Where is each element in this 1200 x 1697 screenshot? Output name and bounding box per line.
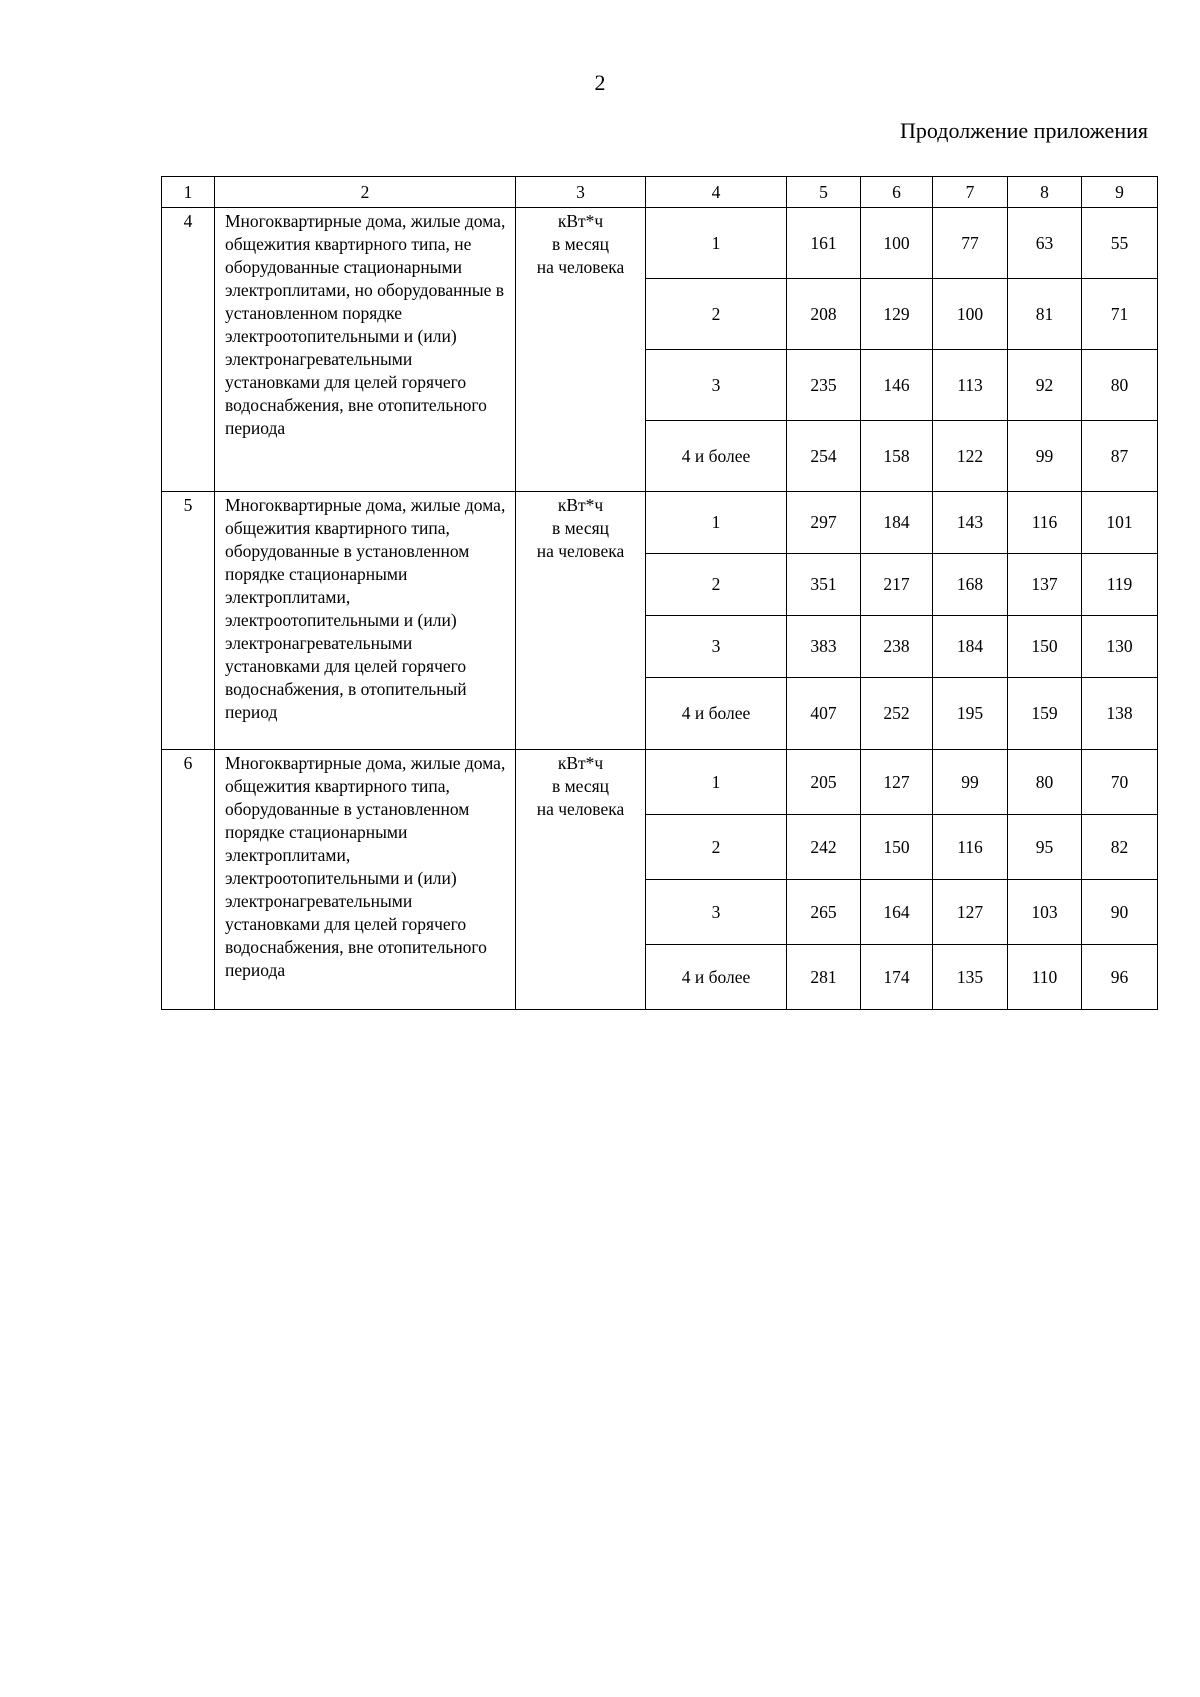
value-cell: 77 (933, 208, 1008, 279)
rooms-cell: 2 (646, 279, 787, 350)
norms-table (161, 176, 1158, 1010)
column-header: 3 (516, 177, 646, 208)
rooms-cell: 1 (646, 750, 787, 815)
page-number: 2 (594, 70, 606, 95)
rooms-cell: 1 (646, 492, 787, 554)
unit-line: на человека (536, 541, 625, 561)
rooms-cell: 3 (646, 616, 787, 678)
value-cell: 168 (933, 554, 1008, 616)
unit-line: в месяц (551, 518, 610, 538)
value-cell: 63 (1008, 208, 1082, 279)
value-cell: 252 (861, 678, 933, 750)
value-cell: 82 (1082, 815, 1158, 880)
column-header: 4 (646, 177, 787, 208)
column-header: 2 (215, 177, 516, 208)
unit-line: на человека (536, 799, 625, 819)
value-cell: 254 (787, 421, 861, 492)
value-cell: 146 (861, 350, 933, 421)
value-cell: 174 (861, 945, 933, 1010)
value-cell: 158 (861, 421, 933, 492)
value-cell: 242 (787, 815, 861, 880)
table-row (162, 492, 1158, 554)
value-cell: 297 (787, 492, 861, 554)
value-cell: 281 (787, 945, 861, 1010)
rooms-cell: 3 (646, 350, 787, 421)
value-cell: 127 (933, 880, 1008, 945)
row-description: Многоквартирные дома, жилые дома, общежития квартирного типа, оборудованные в установленном порядке стационарными электроплитами, электроотопительными и (или) электронагревательными установками для целей горячего водоснабжения, в отопительный период (215, 492, 516, 750)
value-cell: 129 (861, 279, 933, 350)
rooms-cell: 2 (646, 554, 787, 616)
value-cell: 235 (787, 350, 861, 421)
rooms-cell: 2 (646, 815, 787, 880)
column-header: 5 (787, 177, 861, 208)
value-cell: 96 (1082, 945, 1158, 1010)
value-cell: 71 (1082, 279, 1158, 350)
value-cell: 143 (933, 492, 1008, 554)
value-cell: 90 (1082, 880, 1158, 945)
rooms-cell: 1 (646, 208, 787, 279)
value-cell: 195 (933, 678, 1008, 750)
value-cell: 113 (933, 350, 1008, 421)
value-cell: 70 (1082, 750, 1158, 815)
value-cell: 205 (787, 750, 861, 815)
value-cell: 127 (861, 750, 933, 815)
column-header: 6 (861, 177, 933, 208)
value-cell: 100 (861, 208, 933, 279)
value-cell: 407 (787, 678, 861, 750)
unit-line: на человека (536, 257, 625, 277)
value-cell: 150 (861, 815, 933, 880)
unit-line: в месяц (551, 234, 610, 254)
value-cell: 80 (1008, 750, 1082, 815)
rooms-cell: 4 и более (646, 421, 787, 492)
value-cell: 81 (1008, 279, 1082, 350)
value-cell: 100 (933, 279, 1008, 350)
value-cell: 383 (787, 616, 861, 678)
table-row (162, 208, 1158, 279)
row-number: 4 (162, 208, 215, 492)
continuation-heading: Продолжение приложения (900, 118, 1148, 143)
column-header: 1 (162, 177, 215, 208)
value-cell: 184 (861, 492, 933, 554)
value-cell: 150 (1008, 616, 1082, 678)
value-cell: 103 (1008, 880, 1082, 945)
value-cell: 184 (933, 616, 1008, 678)
value-cell: 92 (1008, 350, 1082, 421)
value-cell: 55 (1082, 208, 1158, 279)
value-cell: 161 (787, 208, 861, 279)
row-description: Многоквартирные дома, жилые дома, общежития квартирного типа, оборудованные в установленном порядке стационарными электроплитами, электроотопительными и (или) электронагревательными установками для целей горячего водоснабжения, вне отопительного периода (215, 750, 516, 1010)
row-unit (516, 208, 646, 492)
column-header: 9 (1082, 177, 1158, 208)
value-cell: 138 (1082, 678, 1158, 750)
rooms-cell: 4 и более (646, 945, 787, 1010)
value-cell: 80 (1082, 350, 1158, 421)
value-cell: 217 (861, 554, 933, 616)
row-unit (516, 750, 646, 1010)
unit-line: кВт*ч (557, 495, 604, 515)
unit-line: в месяц (551, 776, 610, 796)
value-cell: 116 (1008, 492, 1082, 554)
value-cell: 101 (1082, 492, 1158, 554)
value-cell: 110 (1008, 945, 1082, 1010)
table-row (162, 750, 1158, 815)
value-cell: 119 (1082, 554, 1158, 616)
row-unit (516, 492, 646, 750)
value-cell: 265 (787, 880, 861, 945)
value-cell: 137 (1008, 554, 1082, 616)
value-cell: 135 (933, 945, 1008, 1010)
unit-line: кВт*ч (557, 753, 604, 773)
rooms-cell: 3 (646, 880, 787, 945)
unit-line: кВт*ч (557, 211, 604, 231)
value-cell: 95 (1008, 815, 1082, 880)
column-header: 7 (933, 177, 1008, 208)
rooms-cell: 4 и более (646, 678, 787, 750)
row-number: 5 (162, 492, 215, 750)
table-header-row (162, 177, 1158, 208)
value-cell: 116 (933, 815, 1008, 880)
value-cell: 99 (1008, 421, 1082, 492)
value-cell: 238 (861, 616, 933, 678)
value-cell: 99 (933, 750, 1008, 815)
value-cell: 159 (1008, 678, 1082, 750)
value-cell: 208 (787, 279, 861, 350)
value-cell: 130 (1082, 616, 1158, 678)
row-number: 6 (162, 750, 215, 1010)
column-header: 8 (1008, 177, 1082, 208)
value-cell: 122 (933, 421, 1008, 492)
value-cell: 164 (861, 880, 933, 945)
value-cell: 351 (787, 554, 861, 616)
value-cell: 87 (1082, 421, 1158, 492)
row-description: Многоквартирные дома, жилые дома, общежития квартирного типа, не оборудованные стационарными электроплитами, но оборудованные в установленном порядке электроотопительными и (или) электронагревательными установками для целей горячего водоснабжения, вне отопительного периода (215, 208, 516, 492)
